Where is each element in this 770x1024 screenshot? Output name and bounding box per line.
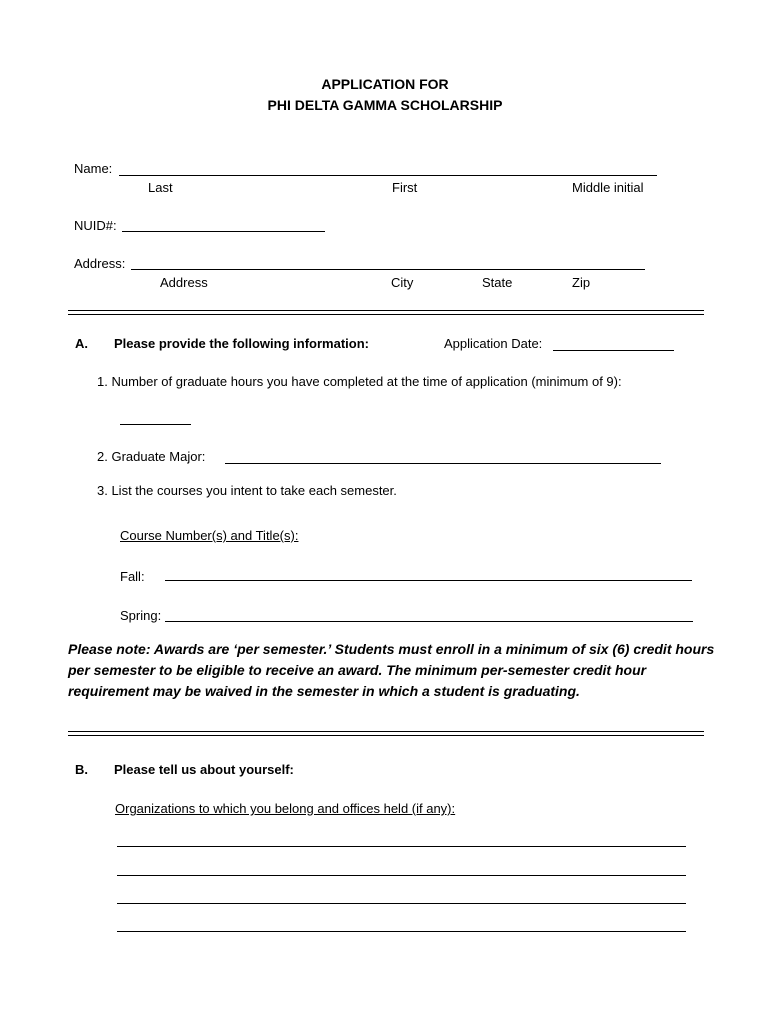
organizations-line[interactable] (117, 875, 686, 876)
courses-label: Course Number(s) and Title(s): (120, 528, 299, 543)
form-title-line1: APPLICATION FOR (321, 76, 449, 92)
name-first-caption: First (392, 180, 418, 195)
application-date-field[interactable] (553, 350, 674, 351)
question-courses: 3. List the courses you intent to take each semester. (97, 483, 397, 498)
section-divider (68, 731, 704, 736)
section-b-letter: B. (75, 762, 88, 777)
question-graduate-hours: 1. Number of graduate hours you have completed at the time of application (minimum of 9): (97, 374, 622, 389)
address-caption: Address (160, 275, 208, 290)
name-middle-caption: Middle initial (572, 180, 644, 195)
section-divider (68, 310, 704, 315)
graduate-hours-field[interactable] (120, 424, 191, 425)
fall-label: Fall: (120, 569, 145, 584)
address-label: Address: (74, 256, 126, 271)
organizations-label: Organizations to which you belong and offices held (if any): (115, 801, 456, 816)
graduate-major-field[interactable] (225, 463, 661, 464)
section-b-heading: Please tell us about yourself: (114, 762, 294, 777)
awards-note: Please note: Awards are ‘per semester.’ Students must enroll in a minimum of six (6) credit hours per semester to be eligible to receive an award. The minimum per-semester credit hour requirement may be waived in the semester in which a student is graduating. (68, 641, 715, 699)
form-title-line2: PHI DELTA GAMMA SCHOLARSHIP (267, 97, 503, 113)
state-caption: State (482, 275, 513, 290)
organizations-line[interactable] (117, 903, 686, 904)
nuid-field[interactable] (122, 231, 325, 232)
section-a-letter: A. (75, 336, 88, 351)
city-caption: City (391, 275, 414, 290)
name-label: Name: (74, 161, 113, 176)
application-date-label: Application Date: (444, 336, 543, 351)
zip-caption: Zip (572, 275, 591, 290)
organizations-line[interactable] (117, 846, 686, 847)
nuid-label: NUID#: (74, 218, 117, 233)
organizations-line[interactable] (117, 931, 686, 932)
spring-label: Spring: (120, 608, 162, 623)
question-graduate-major: 2. Graduate Major: (97, 449, 206, 464)
spring-courses-field[interactable] (165, 621, 693, 622)
fall-courses-field[interactable] (165, 580, 692, 581)
address-field[interactable] (131, 269, 645, 270)
name-last-caption: Last (148, 180, 173, 195)
name-field[interactable] (119, 175, 657, 176)
section-a-heading: Please provide the following information: (114, 336, 369, 351)
